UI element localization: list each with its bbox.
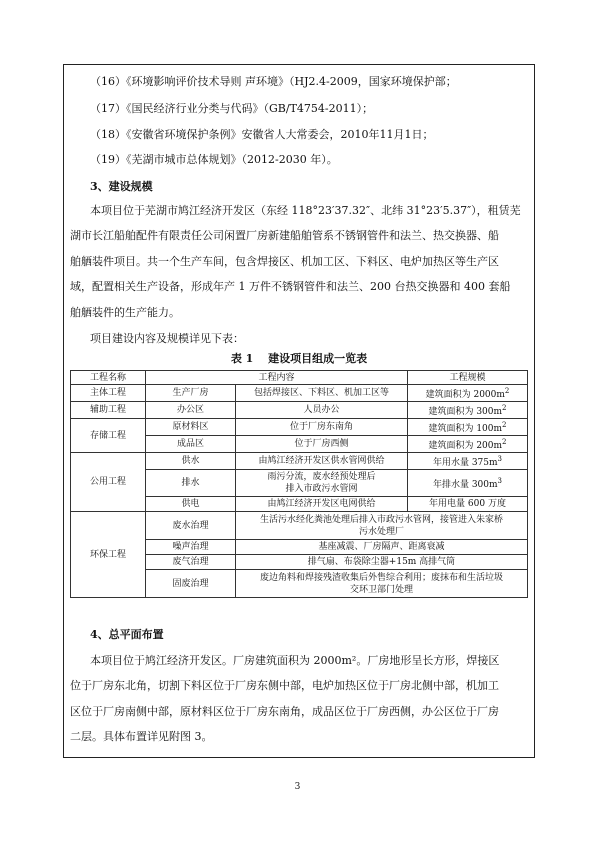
cell-scale: 建筑面积为 $200m^2$ [408, 436, 528, 453]
reference-17: （17）《国民经济行业分类与代码》（GB/T4754-2011）； [90, 102, 374, 115]
section-4-heading: 4、总平面布置 [90, 628, 164, 641]
table-row [71, 512, 528, 540]
cell-name: 公用工程 [71, 453, 146, 512]
cell-sub: 供电 [146, 497, 236, 512]
paragraph-line: 位于厂房东北角，切割下料区位于厂房东侧中部，电炉加热区位于厂房北侧中部，机加工 [70, 679, 499, 692]
header-project-name: 工程名称 [71, 371, 146, 385]
cell-content: 雨污分流，废水经预处理后排入市政污水管网 [236, 470, 408, 497]
reference-16: （16）《环境影响评价技术导则 声环境》（HJ2.4-2009，国家环境保护部； [90, 75, 457, 88]
project-composition-table [70, 370, 528, 598]
cell-sub: 原材料区 [146, 419, 236, 436]
cell-name: 辅助工程 [71, 402, 146, 419]
paragraph-line: 舶舾装件的生产能力。 [70, 306, 180, 319]
cell-scale: 年排水量 $300m^3$ [408, 470, 528, 497]
header-scale: 工程规模 [408, 371, 528, 385]
cell-content: 人员办公 [236, 402, 408, 419]
table-intro: 项目建设内容及规模详见下表： [90, 332, 244, 345]
cell-scale: 建筑面积为 $100m^2$ [408, 419, 528, 436]
cell-content: 由鸠江经济开发区供水管网供给 [236, 453, 408, 470]
section-3-heading: 3、建设规模 [90, 180, 153, 193]
reference-19: （19）《芜湖市城市总体规划》（2012-2030 年）。 [90, 153, 338, 166]
cell-sub: 供水 [146, 453, 236, 470]
cell-sub: 办公区 [146, 402, 236, 419]
paragraph-line: 舶舾装件项目。共一个生产车间，包含焊接区、机加工区、下料区、电炉加热区等生产区 [70, 255, 499, 268]
paragraph-line: 本项目位于鸠江经济开发区。厂房建筑面积为 2000m²。厂房地形呈长方形，焊接区 [90, 654, 500, 667]
cell-content: 基座减震、厂房隔声、距离衰减 [236, 540, 528, 555]
cell-scale: 建筑面积为 $300m^2$ [408, 402, 528, 419]
reference-18: （18）《安徽省环境保护条例》安徽省人大常委会，2010年11月1日； [90, 128, 434, 141]
cell-sub: 排水 [146, 470, 236, 497]
cell-sub: 成品区 [146, 436, 236, 453]
paragraph-line: 区位于厂房南侧中部，原材料区位于厂房东南角，成品区位于厂房西侧，办公区位于厂房 [70, 705, 499, 718]
table-row [71, 419, 528, 436]
cell-content: 废边角料和焊接残渣收集后外售综合利用；废抹布和生活垃圾交环卫部门处理 [236, 570, 528, 598]
cell-content: 生活污水经化粪池处理后排入市政污水管网，接管进入朱家桥污水处理厂 [236, 512, 528, 540]
table-row [71, 402, 528, 419]
cell-name: 环保工程 [71, 512, 146, 598]
cell-content: 包括焊接区、下料区、机加工区等 [236, 385, 408, 402]
table-row [71, 453, 528, 470]
table-header-row [71, 371, 528, 385]
header-content: 工程内容 [146, 371, 408, 385]
cell-name: 主体工程 [71, 385, 146, 402]
cell-sub: 生产厂房 [146, 385, 236, 402]
cell-scale: 年用水量 $375m^3$ [408, 453, 528, 470]
cell-content: 位于厂房东南角 [236, 419, 408, 436]
cell-scale: 建筑面积为 $2000m^2$ [408, 385, 528, 402]
paragraph-line: 域，配置相关生产设备，形成年产 1 万件不锈钢管件和法兰、200 台热交换器和 400 套船 [70, 280, 511, 293]
paragraph-line: 本项目位于芜湖市鸠江经济开发区（东经 118°23′37.32″、北纬 31°23′5.37″），租赁芜 [90, 204, 521, 217]
page-number: 3 [294, 782, 301, 792]
cell-content: 排气扇、布袋除尘器+15m 高排气筒 [236, 555, 528, 570]
table-caption: 表 1 建设项目组成一览表 [230, 352, 368, 365]
cell-scale: 年用电量 600 万度 [408, 497, 528, 512]
table-row [71, 385, 528, 402]
cell-sub: 噪声治理 [146, 540, 236, 555]
paragraph-line: 湖市长江船舶配件有限责任公司闲置厂房新建船舶管系不锈钢管件和法兰、热交换器、船 [70, 229, 499, 242]
cell-content: 由鸠江经济开发区电网供给 [236, 497, 408, 512]
cell-name: 存储工程 [71, 419, 146, 453]
cell-content: 位于厂房西侧 [236, 436, 408, 453]
cell-sub: 废水治理 [146, 512, 236, 540]
cell-sub: 固废治理 [146, 570, 236, 598]
paragraph-line: 二层。具体布置详见附图 3。 [70, 730, 213, 743]
cell-sub: 废气治理 [146, 555, 236, 570]
